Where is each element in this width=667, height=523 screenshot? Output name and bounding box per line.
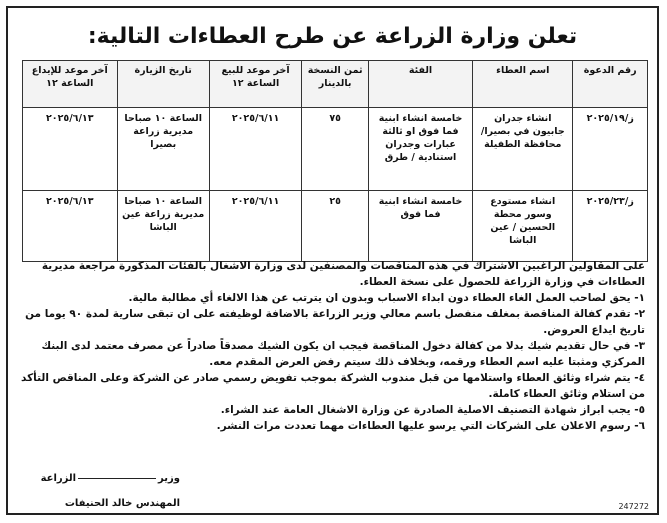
cell-name: انشاء جدران جابيون في بصيرا/ محافظة الطفيلة: [473, 108, 573, 191]
table-header-row: [23, 61, 648, 108]
cell-visit: الساعة ١٠ صباحا مديرية زراعة عين الباشا: [117, 191, 209, 262]
condition-2: ٢- تقدم كفالة المناقصة بمغلف منفصل باسم معالي وزير الزراعة بالاضافة لوظيفته على ان تبقى سارية لمدة ٩٠ يوما من تاريخ ايداع العروض.: [25, 308, 645, 336]
intro-paragraph: على المقاولين الراغبين الاشتراك في هذه المناقصات والمصنفين لدى وزارة الاشغال بالفئات المذكورة مراجعة مديرية العطاءات في وزارة الزراعة للحصول على نسخة العطاء.: [41, 260, 645, 288]
cell-deposit-deadline: ٢٠٢٥/٦/١٣: [23, 191, 118, 262]
cell-category: خامسة انشاء ابنية فما فوق او ثالثة عبارات وجدران استنادية / طرق: [368, 108, 472, 191]
col-header-sale-deadline: آخر موعد للبيع الساعة ١٢: [209, 61, 302, 108]
condition-4: ٤- يتم شراء وثائق العطاء واستلامها من قبل مندوب الشركة بموجب تفويض رسمي صادر عن الشركة وعلى المناقص التأكد من استلام وثائق العطاء كاملة.: [21, 372, 645, 400]
ad-code: 247272: [618, 502, 649, 511]
cell-visit: الساعة ١٠ صباحا مديرية زراعة بصيرا: [117, 108, 209, 191]
cell-price: ٧٥: [302, 108, 369, 191]
signature-title-end: الزراعة: [40, 473, 77, 484]
table-row: [23, 191, 648, 262]
cell-sale-deadline: ٢٠٢٥/٦/١١: [209, 191, 302, 262]
signature-name: المهندس خالد الحنيفات: [64, 498, 180, 509]
cell-sale-deadline: ٢٠٢٥/٦/١١: [209, 108, 302, 191]
signature-title: [20, 470, 180, 488]
col-header-name: اسم العطاء: [473, 61, 573, 108]
signature-line: [78, 478, 156, 479]
signature-title-start: وزير: [158, 473, 180, 484]
col-header-price: ثمن النسخة بالدينار: [302, 61, 369, 108]
tenders-table: [22, 60, 648, 262]
col-header-category: الفئة: [368, 61, 472, 108]
col-header-visit-date: تاريخ الزيارة: [117, 61, 209, 108]
tender-announcement: [6, 6, 659, 515]
table-row: [23, 108, 648, 191]
cell-deposit-deadline: ٢٠٢٥/٦/١٣: [23, 108, 118, 191]
condition-6: ٦- رسوم الاعلان على الشركات التي يرسو عليها العطاءات مهما تعددت مرات النشر.: [216, 420, 645, 432]
cell-price: ٢٥: [302, 191, 369, 262]
cell-name: انشاء مستودع وسور محطة الحسين / عين الباشا: [473, 191, 573, 262]
col-header-deposit-deadline: آخر موعد للإيداع الساعة ١٢: [23, 61, 118, 108]
cell-category: خامسة انشاء ابنية فما فوق: [368, 191, 472, 262]
col-header-ref: رقم الدعوة: [573, 61, 648, 108]
condition-3: ٣- في حال تقديم شيك بدلا من كفالة دخول المناقصة فيجب ان يكون الشيك مصدقاً صادراً عن مصرف معتمد لدى البنك المركزي ومثبتا عليه اسم العطاء ورقمه، وبخلاف ذلك سيتم رفض العرض المقدم معه.: [41, 340, 645, 368]
cell-ref: ز/٢٠٢٥/٢٣: [573, 191, 648, 262]
announcement-body: [20, 258, 645, 434]
condition-1: ١- يحق لصاحب العمل الغاء العطاء دون ابداء الاسباب وبدون ان يترتب عن هذا الالغاء أي مطالبة مالية.: [128, 292, 645, 304]
condition-5: ٥- يجب ابراز شهادة التصنيف الاصلية الصادرة عن وزارة الاشغال العامة عند الشراء.: [220, 404, 645, 416]
signature-block: [20, 470, 180, 509]
headline: تعلن وزارة الزراعة عن طرح العطاءات التالية:: [87, 24, 578, 49]
cell-ref: ز/٢٠٢٥/١٩: [573, 108, 648, 191]
